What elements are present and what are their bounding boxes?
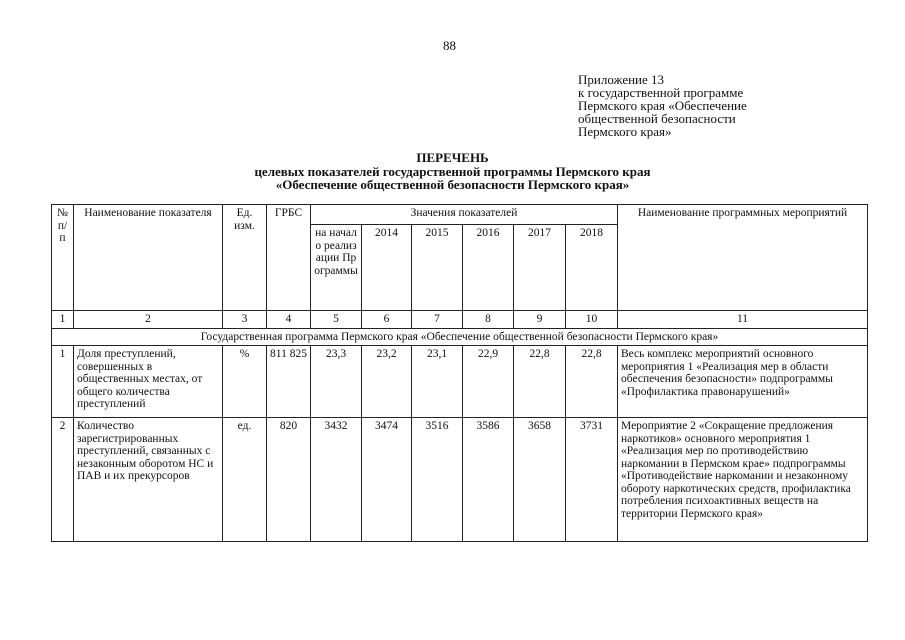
column-number: 11 — [618, 311, 868, 329]
header-values: Значения показателей — [311, 205, 618, 225]
section-row: Государственная программа Пермского края «Обеспечение общественной безопасности Пермского края» — [52, 328, 868, 346]
row-value-2017: 3658 — [514, 418, 566, 542]
row-value-2014: 23,2 — [362, 346, 412, 418]
column-number-row — [52, 311, 868, 329]
header-activities: Наименование программных мероприятий — [618, 205, 868, 311]
appendix-line: общественной безопасности — [578, 111, 736, 126]
header-unit: Ед. изм. — [223, 205, 267, 311]
indicators-table — [51, 204, 868, 542]
document-subtitle-program: «Обеспечение общественной безопасности Пермского края» — [275, 177, 630, 192]
row-unit: % — [223, 346, 267, 418]
row-activities: Мероприятие 2 «Сокращение предложения наркотиков» основного мероприятия 1 «Реализация мер по противодействию наркомании в Пермском крае» подпрограммы «Противодействие наркомании и незаконному обороту наркотических средств, профилактика потребления психоактивных веществ на территории Пермского края» — [618, 418, 868, 542]
column-number: 2 — [74, 311, 223, 329]
appendix-line: Приложение 13 — [578, 72, 665, 87]
column-number: 7 — [412, 311, 463, 329]
row-grbs: 811 825 — [267, 346, 311, 418]
document-subtitle: целевых показателей государственной программы Пермского края — [254, 164, 651, 179]
row-activities: Весь комплекс мероприятий основного мероприятия 1 «Реализация мер в области обеспечения безопасности» подпрограммы «Профилактика правонарушений» — [618, 346, 868, 418]
table-row — [52, 346, 868, 418]
table-row — [52, 418, 868, 542]
appendix-line: Пермского края» — [578, 124, 672, 139]
row-value-2015: 23,1 — [412, 346, 463, 418]
column-number: 4 — [267, 311, 311, 329]
column-number: 8 — [463, 311, 514, 329]
page-number: 88 — [443, 38, 456, 53]
column-number: 9 — [514, 311, 566, 329]
header-year: 2017 — [514, 225, 566, 311]
column-number: 5 — [311, 311, 362, 329]
column-number: 3 — [223, 311, 267, 329]
row-value-2018: 3731 — [566, 418, 618, 542]
header-year: 2015 — [412, 225, 463, 311]
row-value-start: 3432 — [311, 418, 362, 542]
header-num: № п/п — [52, 205, 74, 311]
row-num: 1 — [52, 346, 74, 418]
header-year: 2018 — [566, 225, 618, 311]
column-number: 1 — [52, 311, 74, 329]
row-grbs: 820 — [267, 418, 311, 542]
header-year: 2014 — [362, 225, 412, 311]
row-indicator-name: Доля преступлений, совершенных в общественных местах, от общего количества преступлений — [74, 346, 223, 418]
row-value-2015: 3516 — [412, 418, 463, 542]
header-grbs: ГРБС — [267, 205, 311, 311]
appendix-note — [578, 73, 747, 138]
row-unit: ед. — [223, 418, 267, 542]
appendix-line: к государственной программе — [578, 85, 744, 100]
column-number: 10 — [566, 311, 618, 329]
header-year: 2016 — [463, 225, 514, 311]
appendix-line: Пермского края «Обеспечение — [578, 98, 747, 113]
row-value-2017: 22,8 — [514, 346, 566, 418]
row-value-2018: 22,8 — [566, 346, 618, 418]
document-title: ПЕРЕЧЕНЬ — [416, 150, 489, 165]
row-value-2014: 3474 — [362, 418, 412, 542]
row-value-start: 23,3 — [311, 346, 362, 418]
row-value-2016: 3586 — [463, 418, 514, 542]
row-value-2016: 22,9 — [463, 346, 514, 418]
header-indicator-name: Наименование показателя — [74, 205, 223, 311]
header-start: на начало реализации Программы — [311, 225, 362, 311]
row-indicator-name: Количество зарегистрированных преступлений, связанных с незаконным оборотом НС и ПАВ и их прекурсоров — [74, 418, 223, 542]
row-num: 2 — [52, 418, 74, 542]
column-number: 6 — [362, 311, 412, 329]
